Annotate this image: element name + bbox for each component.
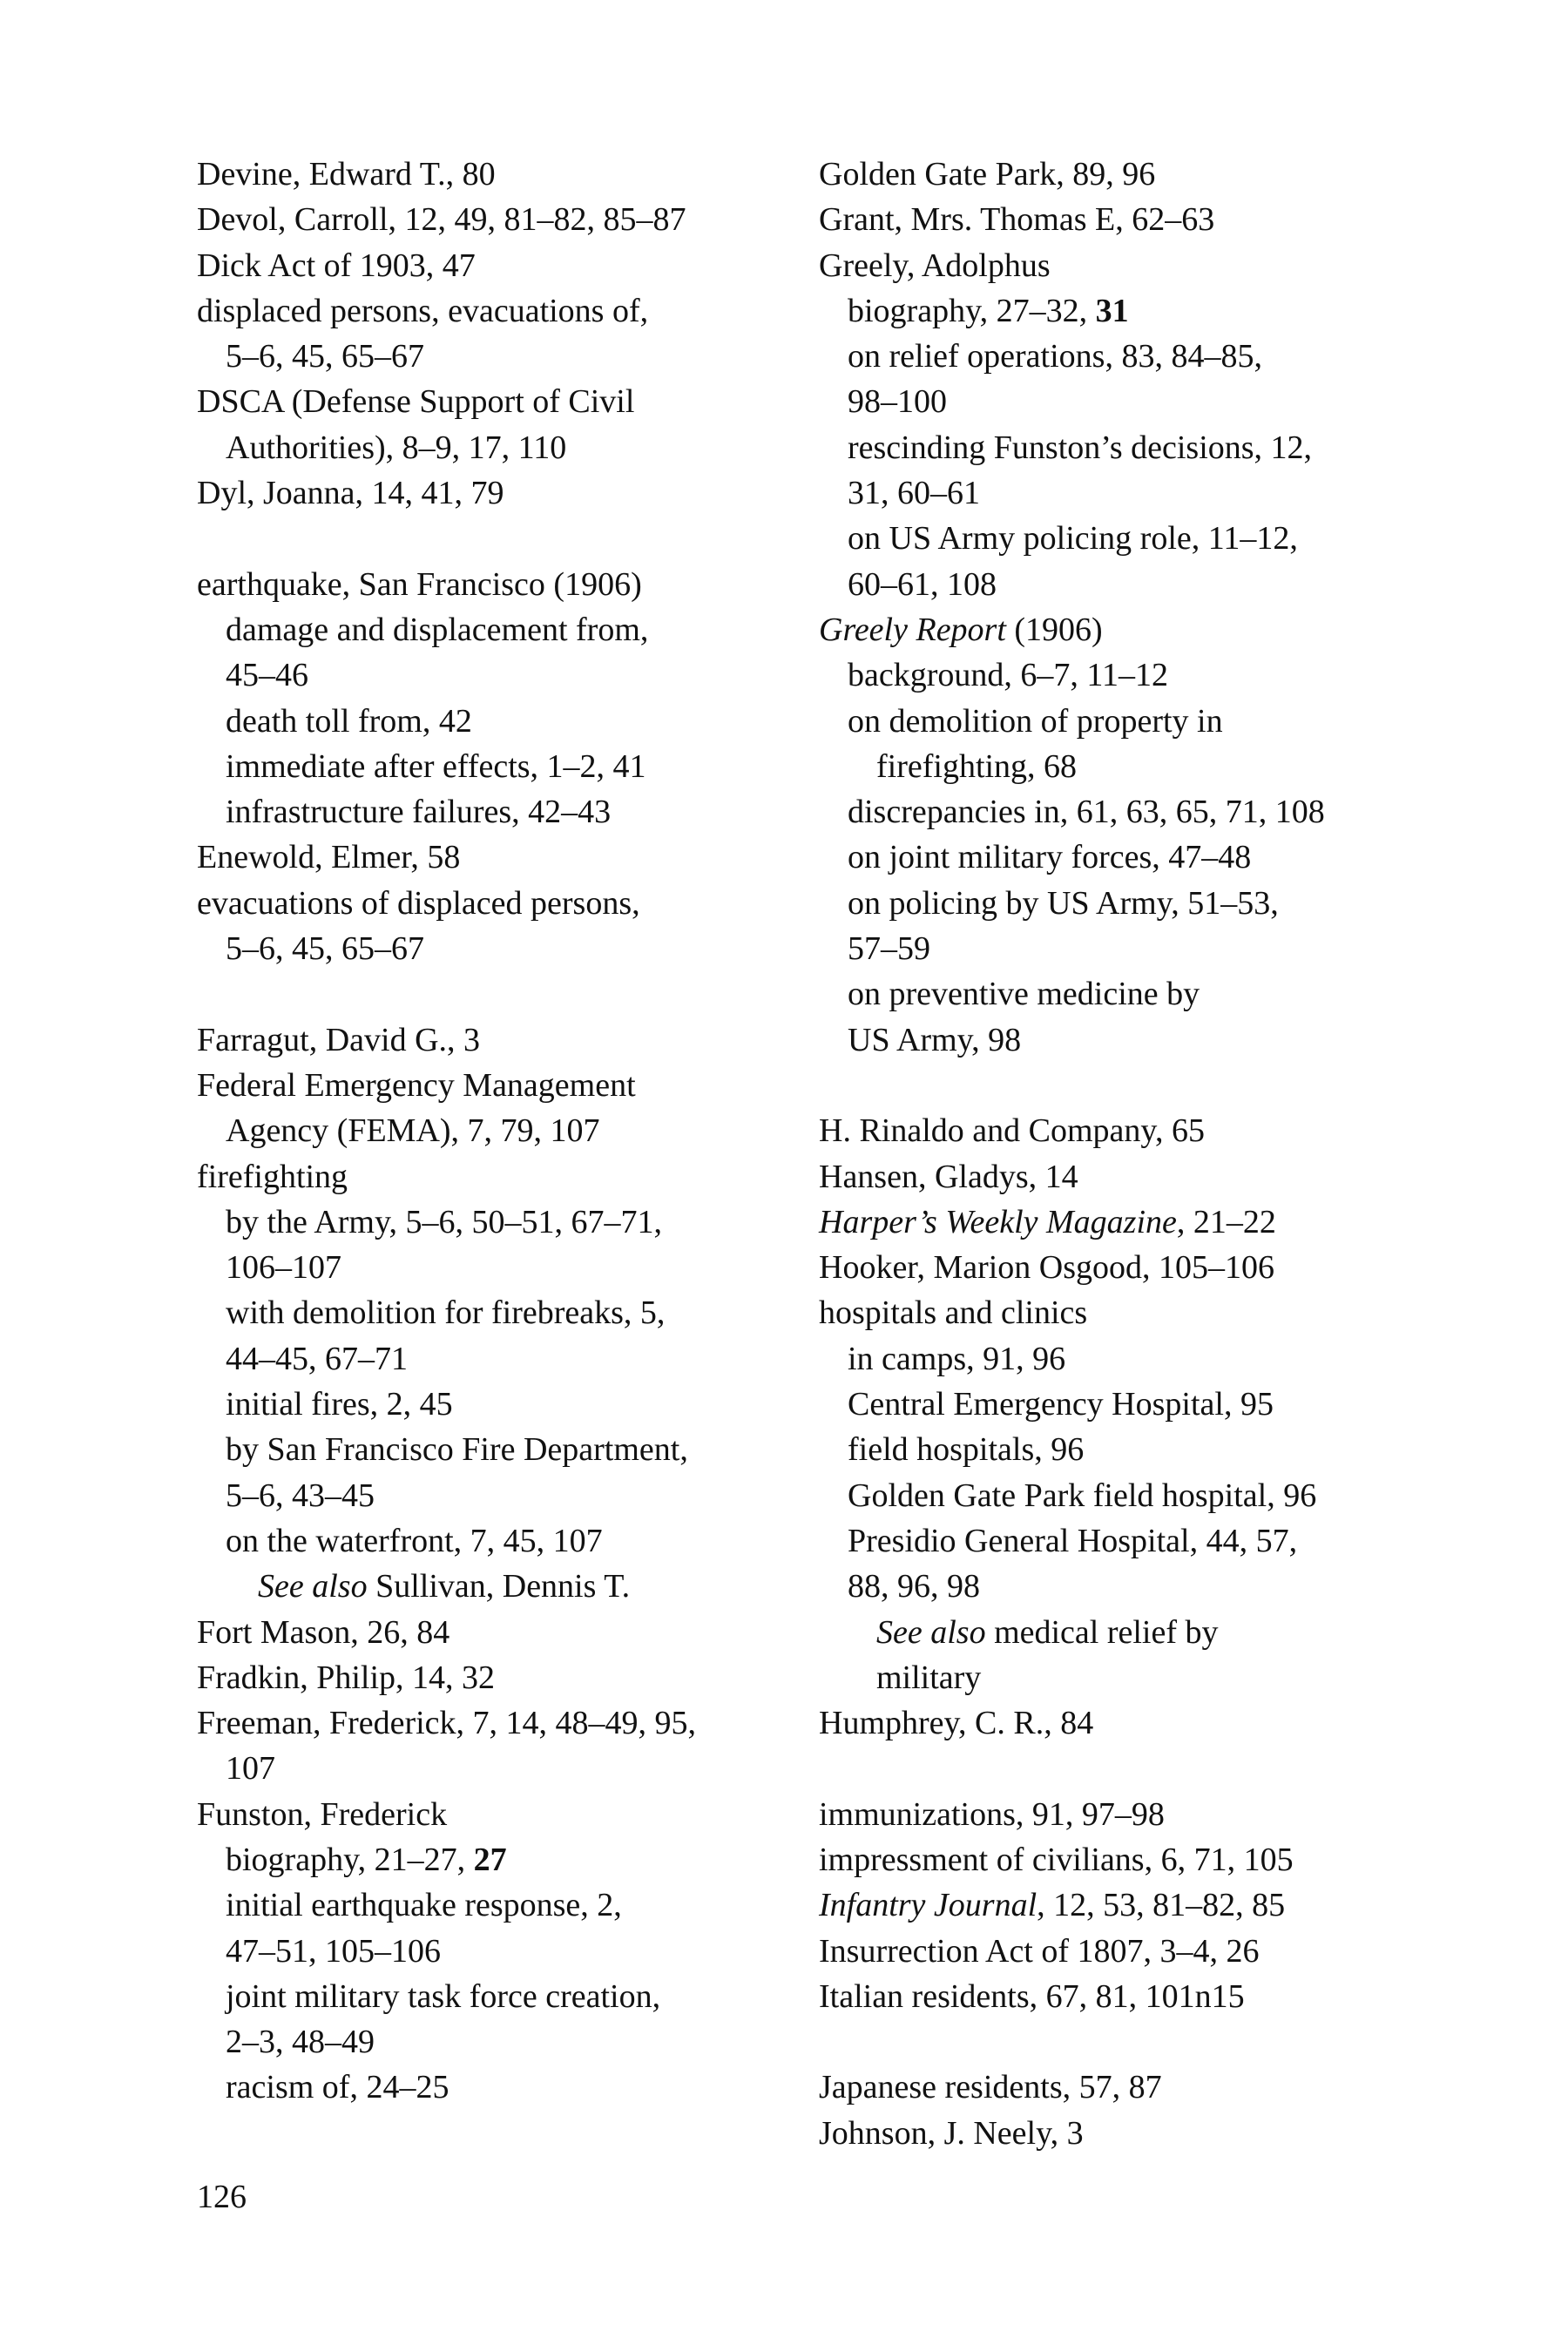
index-entry <box>819 1792 1429 1837</box>
index-text: racism of, 24–25 <box>226 2069 449 2106</box>
index-subentry <box>197 699 789 744</box>
index-entry <box>819 1200 1429 1245</box>
index-subentry <box>197 2019 789 2065</box>
index-subentry <box>197 1336 789 1382</box>
index-subentry <box>197 1200 789 1245</box>
index-subentry <box>819 744 1429 789</box>
page-number: 126 <box>197 2179 247 2215</box>
index-text: immediate after effects, 1–2, 41 <box>226 747 646 785</box>
index-text-italic: Greely Report <box>819 611 1006 648</box>
index-text: on policing by US Army, 51–53, <box>848 884 1279 922</box>
index-text-bold: 27 <box>473 1841 507 1878</box>
index-entry <box>197 288 789 334</box>
index-text: with demolition for firebreaks, 5, <box>226 1294 666 1332</box>
index-entry <box>819 2111 1429 2156</box>
index-text: , 21–22 <box>1176 1203 1276 1240</box>
index-entry <box>819 1154 1429 1200</box>
index-section-gap <box>819 1063 1429 1108</box>
index-subentry <box>819 334 1429 379</box>
index-text: medical relief by <box>985 1613 1219 1651</box>
index-text: Fort Mason, 26, 84 <box>197 1613 450 1651</box>
index-entry <box>819 1700 1429 1746</box>
index-text: displaced persons, evacuations of, <box>197 292 649 329</box>
index-entry <box>819 243 1429 288</box>
index-text: by the Army, 5–6, 50–51, 67–71, <box>226 1203 663 1240</box>
index-text: 107 <box>226 1750 275 1788</box>
index-subentry <box>197 1108 789 1153</box>
index-subentry <box>197 425 789 470</box>
index-text-italic: See also <box>876 1613 986 1651</box>
index-subentry <box>819 562 1429 607</box>
index-section-gap <box>819 2019 1429 2065</box>
index-text: 60–61, 108 <box>848 565 997 603</box>
index-subentry <box>197 1974 789 2019</box>
index-subentry <box>819 1655 1429 1700</box>
index-text: death toll from, 42 <box>226 702 472 740</box>
index-entry <box>819 1245 1429 1290</box>
index-subentry <box>819 1427 1429 1472</box>
index-text: 5–6, 45, 65–67 <box>226 338 424 375</box>
index-subentry <box>819 789 1429 835</box>
index-text: DSCA (Defense Support of Civil <box>197 383 635 421</box>
index-subentry <box>197 1518 789 1564</box>
index-text: Greely, Adolphus <box>819 247 1051 284</box>
index-text: Sullivan, Dennis T. <box>367 1568 631 1605</box>
index-text: Humphrey, C. R., 84 <box>819 1705 1094 1742</box>
index-text: 2–3, 48–49 <box>226 2024 375 2061</box>
index-text: Farragut, David G., 3 <box>197 1021 481 1058</box>
index-text: Authorities), 8–9, 17, 110 <box>226 429 567 466</box>
index-entry <box>197 562 789 607</box>
index-text: 44–45, 67–71 <box>226 1340 408 1377</box>
index-subentry <box>197 1882 789 1928</box>
index-text: Grant, Mrs. Thomas E, 62–63 <box>819 201 1215 239</box>
index-text: Central Emergency Hospital, 95 <box>848 1386 1274 1423</box>
index-entry <box>819 1974 1429 2019</box>
index-column-right <box>819 152 1429 2156</box>
index-text: military <box>876 1659 982 1696</box>
index-entry <box>819 1882 1429 1928</box>
index-section-gap <box>197 516 789 561</box>
index-subentry <box>819 926 1429 971</box>
index-section-gap <box>197 971 789 1017</box>
index-text: 98–100 <box>848 383 947 421</box>
index-subentry <box>197 1564 789 1609</box>
index-entry <box>819 1108 1429 1153</box>
index-text: initial earthquake response, 2, <box>226 1887 622 1924</box>
index-entry <box>197 197 789 242</box>
index-entry <box>819 1929 1429 1974</box>
index-subentry <box>819 652 1429 698</box>
index-subentry <box>819 288 1429 334</box>
index-subentry <box>197 2065 789 2110</box>
index-text: 57–59 <box>848 930 930 968</box>
index-text-italic: See also <box>258 1568 368 1605</box>
index-text: background, 6–7, 11–12 <box>848 657 1168 694</box>
index-entry <box>197 379 789 424</box>
index-text: infrastructure failures, 42–43 <box>226 794 612 831</box>
index-entry <box>819 152 1429 197</box>
index-text: on joint military forces, 47–48 <box>848 839 1252 876</box>
index-subentry <box>819 470 1429 516</box>
index-text: firefighting <box>197 1158 348 1195</box>
index-text: discrepancies in, 61, 63, 65, 71, 108 <box>848 794 1325 831</box>
index-subentry <box>819 699 1429 744</box>
index-subentry <box>819 516 1429 561</box>
index-text: damage and displacement from, <box>226 611 649 648</box>
index-text: Hansen, Gladys, 14 <box>819 1158 1078 1195</box>
index-text: on US Army policing role, 11–12, <box>848 520 1298 558</box>
index-text: field hospitals, 96 <box>848 1431 1085 1469</box>
index-subentry <box>819 1564 1429 1609</box>
index-text: Federal Emergency Management <box>197 1066 636 1104</box>
index-entry <box>197 1063 789 1108</box>
index-subentry <box>197 1245 789 1290</box>
index-subentry <box>197 652 789 698</box>
index-text: Japanese residents, 57, 87 <box>819 2069 1162 2106</box>
index-subentry <box>197 1290 789 1335</box>
index-text: H. Rinaldo and Company, 65 <box>819 1112 1205 1150</box>
index-subentry <box>819 971 1429 1017</box>
index-text: 5–6, 45, 65–67 <box>226 930 424 968</box>
index-text: Golden Gate Park, 89, 96 <box>819 156 1156 193</box>
index-text: Enewold, Elmer, 58 <box>197 839 461 876</box>
index-text: on the waterfront, 7, 45, 107 <box>226 1522 603 1559</box>
index-subentry <box>819 1610 1429 1655</box>
index-text: Freeman, Frederick, 7, 14, 48–49, 95, <box>197 1705 697 1742</box>
index-entry <box>819 2065 1429 2110</box>
index-text-bold: 31 <box>1095 292 1129 329</box>
index-entry <box>819 607 1429 652</box>
index-entry <box>197 881 789 926</box>
index-text: on demolition of property in <box>848 702 1223 740</box>
index-text: Johnson, J. Neely, 3 <box>819 2114 1084 2152</box>
index-text: , 12, 53, 81–82, 85 <box>1037 1887 1286 1924</box>
index-subentry <box>197 744 789 789</box>
index-entry <box>197 1700 789 1746</box>
index-subentry <box>819 1017 1429 1063</box>
index-subentry <box>819 1518 1429 1564</box>
index-subentry <box>819 425 1429 470</box>
index-subentry <box>197 926 789 971</box>
index-text: by San Francisco Fire Department, <box>226 1431 688 1469</box>
index-subentry <box>819 881 1429 926</box>
index-entry <box>197 1017 789 1063</box>
index-entry <box>819 197 1429 242</box>
index-entry <box>197 1655 789 1700</box>
index-text: biography, 21–27, <box>226 1841 474 1878</box>
index-entry <box>819 1837 1429 1882</box>
index-entry <box>197 152 789 197</box>
index-text: Dyl, Joanna, 14, 41, 79 <box>197 475 504 512</box>
index-text: Funston, Frederick <box>197 1795 448 1833</box>
index-text: immunizations, 91, 97–98 <box>819 1795 1165 1833</box>
index-text: joint military task force creation, <box>226 1977 661 2015</box>
index-text: Dick Act of 1903, 47 <box>197 247 476 284</box>
index-text-italic: Infantry Journal <box>819 1887 1037 1924</box>
index-text: biography, 27–32, <box>848 292 1096 329</box>
index-subentry <box>819 1336 1429 1382</box>
index-text: Hooker, Marion Osgood, 105–106 <box>819 1249 1275 1287</box>
index-text: on relief operations, 83, 84–85, <box>848 338 1262 375</box>
index-entry <box>197 1154 789 1200</box>
index-section-gap <box>819 1746 1429 1791</box>
index-text: Insurrection Act of 1807, 3–4, 26 <box>819 1932 1260 1970</box>
index-subentry <box>197 334 789 379</box>
index-entry <box>197 243 789 288</box>
index-subentry <box>197 1929 789 1974</box>
index-subentry <box>197 1473 789 1518</box>
index-text: evacuations of displaced persons, <box>197 884 640 922</box>
index-text: 88, 96, 98 <box>848 1568 980 1605</box>
index-subentry <box>819 1473 1429 1518</box>
index-entry <box>197 1792 789 1837</box>
index-text: hospitals and clinics <box>819 1294 1088 1332</box>
index-text: 5–6, 43–45 <box>226 1477 375 1514</box>
index-text: Agency (FEMA), 7, 79, 107 <box>226 1112 600 1150</box>
index-text: firefighting, 68 <box>876 747 1078 785</box>
index-entry <box>819 1290 1429 1335</box>
index-entry <box>197 470 789 516</box>
index-text: Devine, Edward T., 80 <box>197 156 496 193</box>
index-text: Presidio General Hospital, 44, 57, <box>848 1522 1298 1559</box>
index-text: Fradkin, Philip, 14, 32 <box>197 1659 496 1696</box>
index-text: Golden Gate Park field hospital, 96 <box>848 1477 1317 1514</box>
index-text: 31, 60–61 <box>848 475 980 512</box>
index-text: rescinding Funston’s decisions, 12, <box>848 429 1313 466</box>
index-subentry <box>197 1837 789 1882</box>
index-column-left <box>197 152 789 2111</box>
index-text: in camps, 91, 96 <box>848 1340 1066 1377</box>
index-subentry <box>819 835 1429 880</box>
index-text: 106–107 <box>226 1249 341 1287</box>
index-subentry <box>197 1427 789 1472</box>
index-text: on preventive medicine by <box>848 976 1200 1013</box>
index-text: earthquake, San Francisco (1906) <box>197 565 642 603</box>
index-text: 47–51, 105–106 <box>226 1932 441 1970</box>
index-text-italic: Harper’s Weekly Magazine <box>819 1203 1177 1240</box>
index-text: Italian residents, 67, 81, 101n15 <box>819 1977 1245 2015</box>
index-subentry <box>819 1382 1429 1427</box>
index-subentry <box>819 379 1429 424</box>
index-subentry <box>197 1746 789 1791</box>
index-text: US Army, 98 <box>848 1021 1022 1058</box>
index-entry <box>197 1610 789 1655</box>
index-text: (1906) <box>1005 611 1103 648</box>
index-subentry <box>197 1382 789 1427</box>
index-text: 45–46 <box>226 657 308 694</box>
index-subentry <box>197 789 789 835</box>
index-text: Devol, Carroll, 12, 49, 81–82, 85–87 <box>197 201 686 239</box>
index-subentry <box>197 607 789 652</box>
index-text: initial fires, 2, 45 <box>226 1386 453 1423</box>
index-text: impressment of civilians, 6, 71, 105 <box>819 1841 1294 1878</box>
index-entry <box>197 835 789 880</box>
